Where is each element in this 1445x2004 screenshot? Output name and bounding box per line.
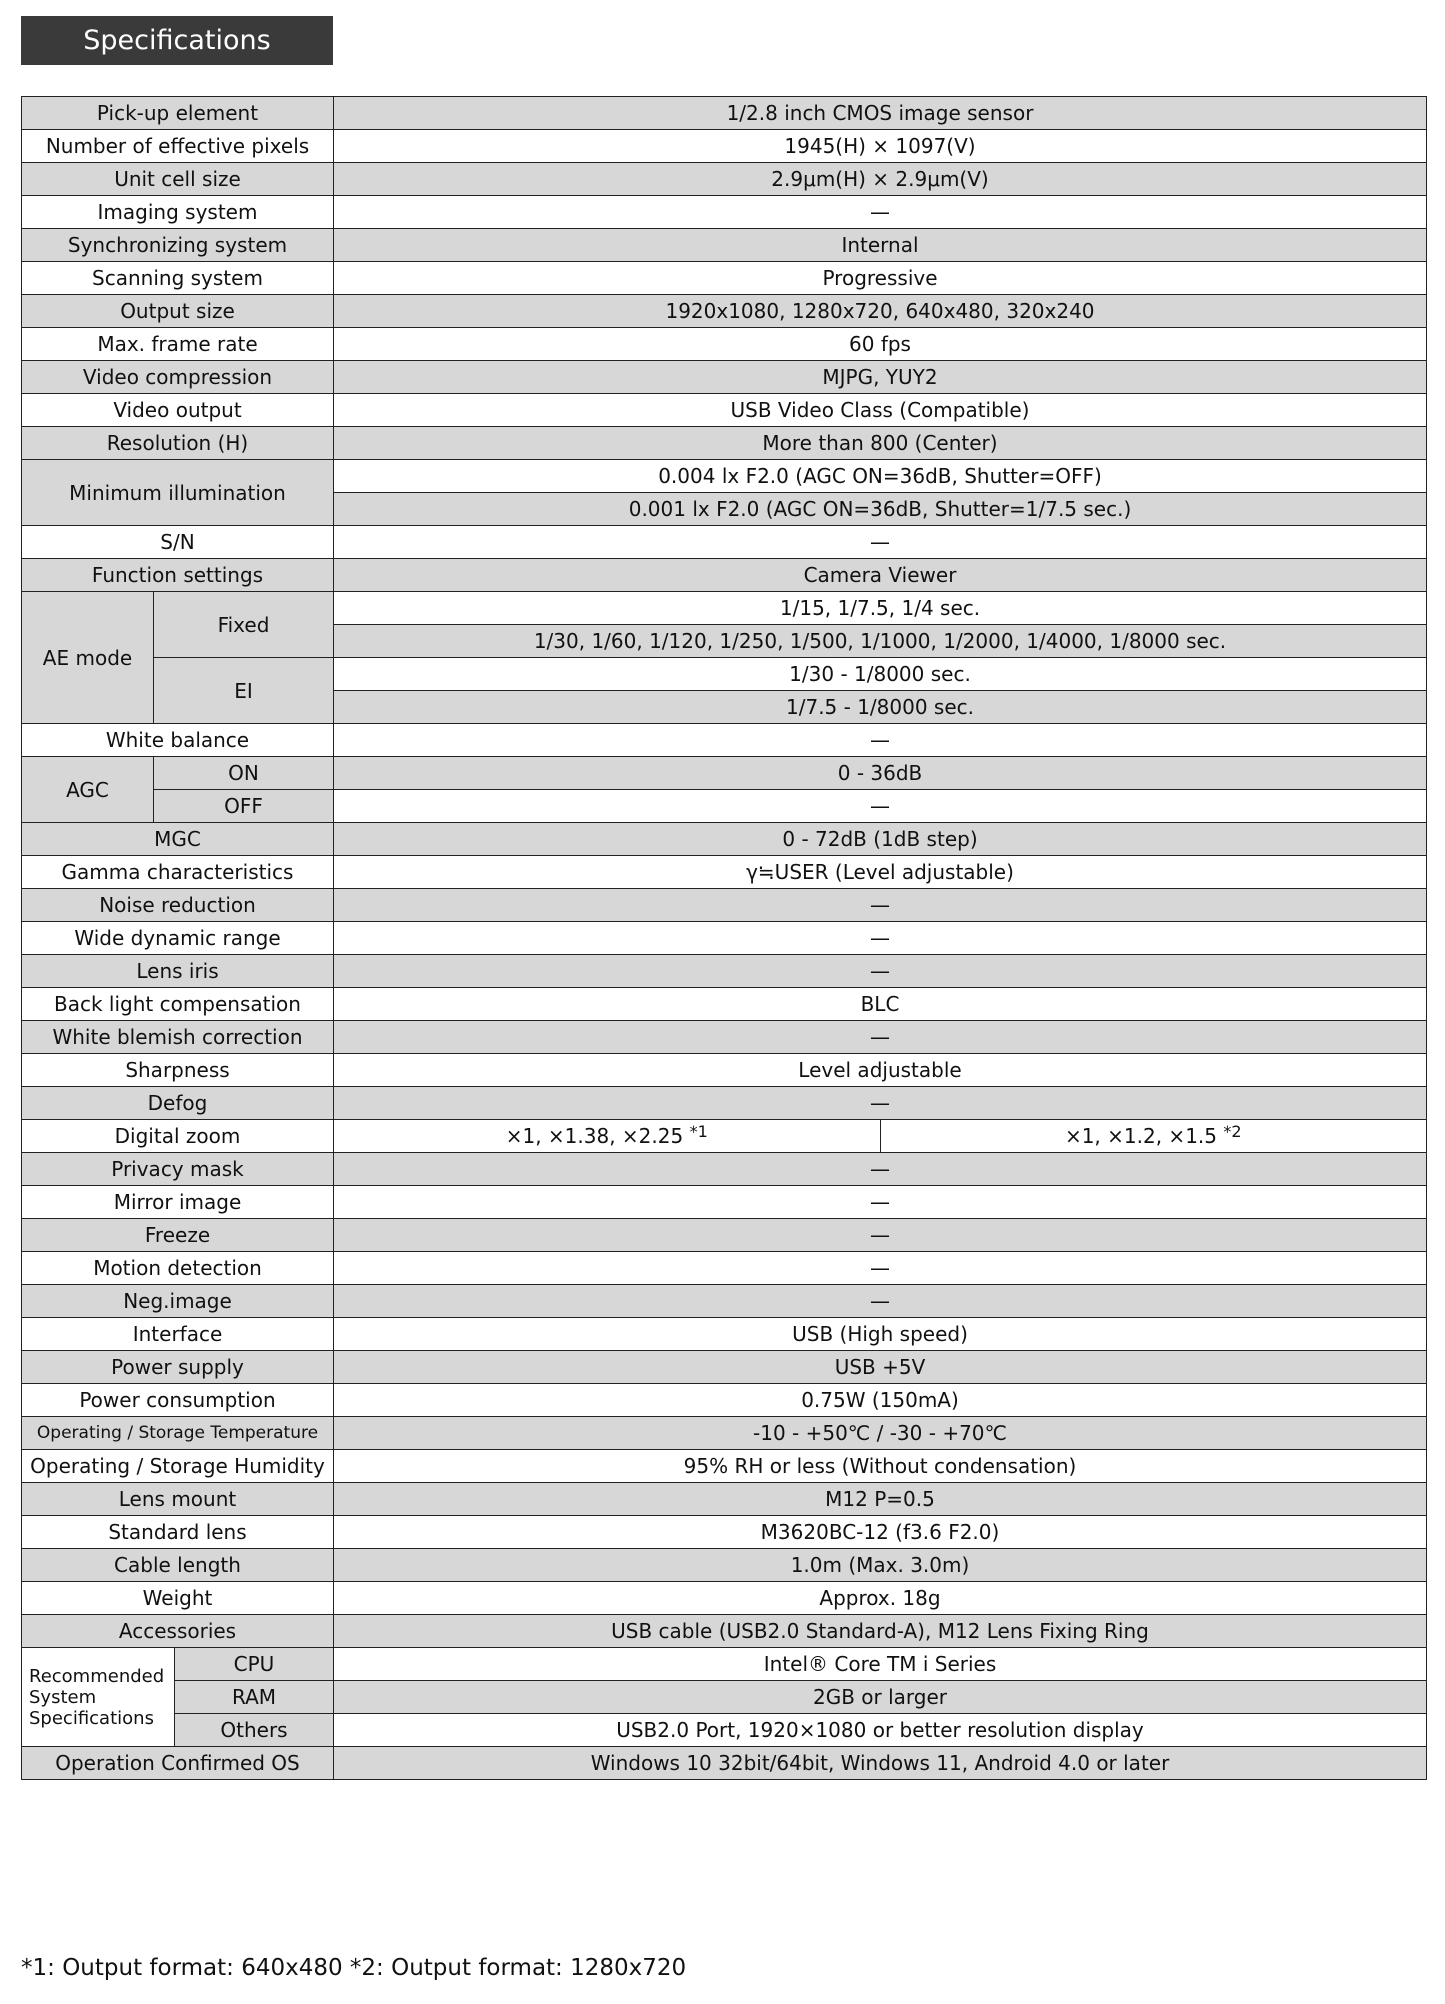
row-value: 0.001 lx F2.0 (AGC ON=36dB, Shutter=1/7.5 sec.) [334, 493, 1427, 526]
row-value: 95% RH or less (Without condensation) [334, 1450, 1427, 1483]
footnote-ref-2: *2 [1223, 1122, 1242, 1141]
row-cell-size [22, 163, 1427, 196]
row-label: Synchronizing system [22, 229, 334, 262]
row-value: 0 - 36dB [334, 757, 1427, 790]
row-label: White blemish correction [22, 1021, 334, 1054]
row-scanning [22, 262, 1427, 295]
row-ae-ei-1 [22, 658, 1427, 691]
row-lens-mount [22, 1483, 1427, 1516]
row-label: Lens mount [22, 1483, 334, 1516]
row-value: Windows 10 32bit/64bit, Windows 11, Android 4.0 or later [334, 1747, 1427, 1780]
row-neg-image [22, 1285, 1427, 1318]
row-function [22, 559, 1427, 592]
row-label: S/N [22, 526, 334, 559]
row-value: — [334, 1153, 1427, 1186]
row-sublabel: CPU [175, 1648, 334, 1681]
row-label: Minimum illumination [22, 460, 334, 526]
row-agc-on [22, 757, 1427, 790]
row-sn [22, 526, 1427, 559]
row-weight [22, 1582, 1427, 1615]
row-value: Approx. 18g [334, 1582, 1427, 1615]
row-value: — [334, 1219, 1427, 1252]
row-value: USB2.0 Port, 1920×1080 or better resolution display [334, 1714, 1427, 1747]
row-value: 2GB or larger [334, 1681, 1427, 1714]
row-iris [22, 955, 1427, 988]
row-value: — [334, 889, 1427, 922]
row-value: 0.004 lx F2.0 (AGC ON=36dB, Shutter=OFF) [334, 460, 1427, 493]
row-label: Lens iris [22, 955, 334, 988]
row-value: 1945(H) × 1097(V) [334, 130, 1427, 163]
row-label: Freeze [22, 1219, 334, 1252]
row-label: Neg.image [22, 1285, 334, 1318]
row-label: Unit cell size [22, 163, 334, 196]
row-label: Video compression [22, 361, 334, 394]
row-value: 1/30 - 1/8000 sec. [334, 658, 1427, 691]
row-humidity [22, 1450, 1427, 1483]
row-value [334, 1120, 1427, 1153]
row-sublabel: ON [154, 757, 334, 790]
row-standard-lens [22, 1516, 1427, 1549]
row-value: — [334, 724, 1427, 757]
row-value: USB +5V [334, 1351, 1427, 1384]
zoom-value-1 [334, 1120, 880, 1152]
zoom-split [334, 1120, 1426, 1152]
section-title: Specifications [21, 16, 333, 65]
row-temperature [22, 1417, 1427, 1450]
row-video-output [22, 394, 1427, 427]
row-wdr [22, 922, 1427, 955]
row-white-balance [22, 724, 1427, 757]
footnote-ref-1: *1 [689, 1122, 708, 1141]
row-value: M12 P=0.5 [334, 1483, 1427, 1516]
row-privacy [22, 1153, 1427, 1186]
row-accessories [22, 1615, 1427, 1648]
row-digital-zoom [22, 1120, 1427, 1153]
row-label: Operation Confirmed OS [22, 1747, 334, 1780]
row-value: 1/30, 1/60, 1/120, 1/250, 1/500, 1/1000, 1/2000, 1/4000, 1/8000 sec. [334, 625, 1427, 658]
zoom-value-2 [880, 1120, 1426, 1152]
row-label: Operating / Storage Humidity [22, 1450, 334, 1483]
row-pickup [22, 97, 1427, 130]
row-value: 1/7.5 - 1/8000 sec. [334, 691, 1427, 724]
row-rec-ram [22, 1681, 1427, 1714]
row-label: Max. frame rate [22, 328, 334, 361]
row-defog [22, 1087, 1427, 1120]
row-value: — [334, 790, 1427, 823]
row-label: Digital zoom [22, 1120, 334, 1153]
row-value: — [334, 1087, 1427, 1120]
row-imaging [22, 196, 1427, 229]
row-label: Power supply [22, 1351, 334, 1384]
row-value: 2.9μm(H) × 2.9μm(V) [334, 163, 1427, 196]
row-freeze [22, 1219, 1427, 1252]
row-resolution [22, 427, 1427, 460]
row-value: γ≒USER (Level adjustable) [334, 856, 1427, 889]
row-value: 1920x1080, 1280x720, 640x480, 320x240 [334, 295, 1427, 328]
row-value: M3620BC-12 (f3.6 F2.0) [334, 1516, 1427, 1549]
row-output-size [22, 295, 1427, 328]
row-value: — [334, 1021, 1427, 1054]
row-frame-rate [22, 328, 1427, 361]
row-label: Wide dynamic range [22, 922, 334, 955]
row-value: USB (High speed) [334, 1318, 1427, 1351]
row-value: — [334, 196, 1427, 229]
row-label: Standard lens [22, 1516, 334, 1549]
row-sublabel: RAM [175, 1681, 334, 1714]
row-label: Output size [22, 295, 334, 328]
row-label: Accessories [22, 1615, 334, 1648]
row-label: Resolution (H) [22, 427, 334, 460]
row-value: 1/2.8 inch CMOS image sensor [334, 97, 1427, 130]
row-compression [22, 361, 1427, 394]
row-label: White balance [22, 724, 334, 757]
row-label: Motion detection [22, 1252, 334, 1285]
row-value: 0.75W (150mA) [334, 1384, 1427, 1417]
row-cable-length [22, 1549, 1427, 1582]
row-power-supply [22, 1351, 1427, 1384]
specifications-table [21, 96, 1427, 1780]
row-label: Cable length [22, 1549, 334, 1582]
zoom-value-1-text: ×1, ×1.38, ×2.25 [505, 1124, 690, 1148]
row-agc-off [22, 790, 1427, 823]
row-value: More than 800 (Center) [334, 427, 1427, 460]
row-mgc [22, 823, 1427, 856]
row-value: — [334, 922, 1427, 955]
row-label: Scanning system [22, 262, 334, 295]
zoom-value-2-text: ×1, ×1.2, ×1.5 [1064, 1124, 1224, 1148]
row-value: 0 - 72dB (1dB step) [334, 823, 1427, 856]
row-label: Back light compensation [22, 988, 334, 1021]
row-value: Internal [334, 229, 1427, 262]
row-label: Function settings [22, 559, 334, 592]
row-motion [22, 1252, 1427, 1285]
row-label: Interface [22, 1318, 334, 1351]
row-label: Pick-up element [22, 97, 334, 130]
row-label: MGC [22, 823, 334, 856]
row-label: Gamma characteristics [22, 856, 334, 889]
row-value: Intel® Core TM i Series [334, 1648, 1427, 1681]
row-label: AE mode [22, 592, 154, 724]
row-min-illumination [22, 460, 1427, 493]
row-value: Level adjustable [334, 1054, 1427, 1087]
row-value: MJPG, YUY2 [334, 361, 1427, 394]
footnote: *1: Output format: 640x480 *2: Output format: 1280x720 [21, 1955, 687, 1981]
row-value: — [334, 1186, 1427, 1219]
row-label: Number of effective pixels [22, 130, 334, 163]
row-value: Camera Viewer [334, 559, 1427, 592]
row-blc [22, 988, 1427, 1021]
row-value: BLC [334, 988, 1427, 1021]
row-value: — [334, 1252, 1427, 1285]
row-ae-fixed-1 [22, 592, 1427, 625]
row-label: Noise reduction [22, 889, 334, 922]
row-sublabel: Others [175, 1714, 334, 1747]
row-value: USB Video Class (Compatible) [334, 394, 1427, 427]
row-noise [22, 889, 1427, 922]
row-label: Imaging system [22, 196, 334, 229]
row-interface [22, 1318, 1427, 1351]
row-sublabel: EI [154, 658, 334, 724]
row-value: 60 fps [334, 328, 1427, 361]
row-label: Sharpness [22, 1054, 334, 1087]
row-label: AGC [22, 757, 154, 823]
row-mirror [22, 1186, 1427, 1219]
row-label: Defog [22, 1087, 334, 1120]
row-sublabel: Fixed [154, 592, 334, 658]
row-blemish [22, 1021, 1427, 1054]
row-rec-cpu [22, 1648, 1427, 1681]
row-label: Power consumption [22, 1384, 334, 1417]
row-value: — [334, 526, 1427, 559]
row-gamma [22, 856, 1427, 889]
row-sublabel: OFF [154, 790, 334, 823]
row-label: Recommended System Specifications [22, 1648, 175, 1747]
row-value: 1.0m (Max. 3.0m) [334, 1549, 1427, 1582]
row-value: Progressive [334, 262, 1427, 295]
row-label: Operating / Storage Temperature [22, 1417, 334, 1450]
row-rec-others [22, 1714, 1427, 1747]
row-sharpness [22, 1054, 1427, 1087]
row-label: Mirror image [22, 1186, 334, 1219]
row-label: Video output [22, 394, 334, 427]
row-pixels [22, 130, 1427, 163]
row-label: Privacy mask [22, 1153, 334, 1186]
row-value: 1/15, 1/7.5, 1/4 sec. [334, 592, 1427, 625]
row-power-consumption [22, 1384, 1427, 1417]
row-value: -10 - +50℃ / -30 - +70℃ [334, 1417, 1427, 1450]
row-value: — [334, 955, 1427, 988]
row-label: Weight [22, 1582, 334, 1615]
row-value: — [334, 1285, 1427, 1318]
row-os [22, 1747, 1427, 1780]
row-value: USB cable (USB2.0 Standard-A), M12 Lens Fixing Ring [334, 1615, 1427, 1648]
row-sync [22, 229, 1427, 262]
